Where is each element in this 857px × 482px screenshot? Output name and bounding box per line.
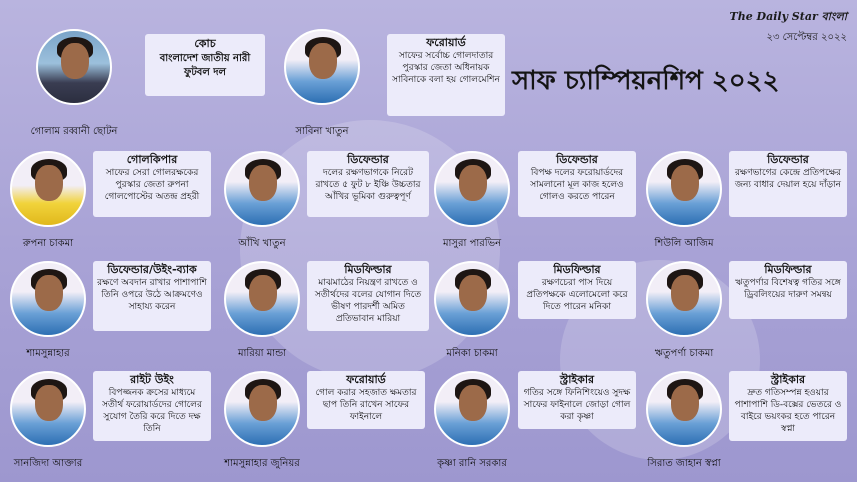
player-role: স্ট্রাইকার — [770, 373, 806, 386]
player-photo — [10, 261, 86, 337]
face-shape — [671, 165, 699, 201]
player-desc: দলের রক্ষণভাগকে নিরেট রাখতে ৫ ফুট ৮ ইঞ্চি উচ্চতার আঁখির ভূমিকা গুরুত্বপূর্ণ — [315, 168, 421, 202]
player-desc: সাফের সেরা গোলরক্ষকের পুরস্কার জেতা রুপনা গোলপোস্টের অতন্দ্র প্রহরী — [104, 168, 200, 202]
player-desc: বিপক্ষ দলের ফরোয়ার্ডদের সামলানো মূল কাজ হলেও গোলও করতে পারেন — [530, 168, 624, 202]
player-name: রুপনা চাকমা — [22, 238, 74, 249]
player-photo — [224, 261, 300, 337]
player-name: মাসুরা পারভিন — [442, 238, 502, 249]
coach-role: কোচ — [194, 37, 216, 50]
face-shape — [459, 165, 487, 201]
player-name: সাবিনা খাতুন — [295, 126, 349, 137]
coach-photo — [36, 29, 112, 105]
coach-name: গোলাম রব্বানী ছোটন — [30, 126, 118, 137]
player-card — [729, 371, 847, 441]
player-role: গোলকিপার — [126, 153, 178, 166]
player-card — [518, 261, 636, 319]
brand — [730, 8, 847, 47]
player-role: মিডফিল্ডার — [764, 263, 812, 276]
face-shape — [249, 385, 277, 421]
player-name: আঁখি খাতুন — [238, 238, 286, 249]
face-shape — [671, 385, 699, 421]
player-name: সানজিদা আক্তার — [13, 458, 83, 469]
player-card — [729, 151, 847, 217]
player-desc: রক্ষণভাগের কেন্দ্রে প্রতিপক্ষের জন্য বাধার দেয়াল হয়ে দাঁড়ান — [734, 168, 842, 190]
face-shape — [61, 43, 89, 79]
player-card — [729, 261, 847, 319]
player-desc: সাফের সর্বোচ্চ গোলদাতার পুরস্কার জেতা অধিনায়ক সাবিনাকে বলা হয় গোলমেশিন — [392, 51, 500, 85]
player-desc: রক্ষণে অবদান রাখার পাশাপাশি তিনি ওপরে উঠে আক্রমণেও সাহায্য করেন — [97, 278, 207, 312]
publish-date: ২৩ সেপ্টেম্বর ২০২২ — [766, 32, 847, 43]
player-name: কৃষ্ণা রানি সরকার — [437, 458, 507, 469]
player-role: ডিফেন্ডার — [347, 153, 389, 166]
player-card — [307, 261, 429, 331]
player-name: মারিয়া মান্ডা — [237, 348, 287, 359]
player-desc: মাঝমাঠের নিয়ন্ত্রণ রাখতে ও সতীর্থদের বলের যোগান দিতে ভীষণ পারদর্শী অমিত প্রতিভাবান মারিয়া — [314, 278, 422, 324]
player-card — [93, 261, 211, 331]
face-shape — [309, 43, 337, 79]
coach-desc: বাংলাদেশ জাতীয় নারী ফুটবল দল — [159, 53, 251, 78]
player-desc: বিপজ্জনক ক্রসের মাধ্যমে সতীর্থ ফরোয়ার্ডদের গোলের সুযোগ তৈরি করে দিতে দক্ষ তিনি — [102, 388, 202, 434]
player-role: ফরোয়ার্ড — [426, 36, 466, 49]
player-name: শামসুন্নাহার — [26, 348, 70, 359]
face-shape — [249, 275, 277, 311]
player-photo — [646, 371, 722, 447]
player-photo — [434, 151, 510, 227]
player-role: ডিফেন্ডার — [556, 153, 598, 166]
player-name: শামসুন্নাহার জুনিয়র — [224, 458, 300, 469]
player-card — [518, 371, 636, 429]
player-photo — [434, 371, 510, 447]
player-role: ফরোয়ার্ড — [346, 373, 386, 386]
player-role: ডিফেন্ডার — [767, 153, 809, 166]
page-title: সাফ চ্যাম্পিয়নশিপ ২০২২ — [512, 66, 780, 96]
player-role: রাইট উইং — [130, 373, 174, 386]
face-shape — [35, 165, 63, 201]
player-photo — [646, 151, 722, 227]
player-name: ঋতুপর্ণা চাকমা — [654, 348, 714, 359]
player-name: সিরাত জাহান স্বপ্না — [647, 458, 721, 469]
player-desc: রক্ষণচেরা পাস দিয়ে প্রতিপক্ষকে এলোমেলো করে দিতে পারেন মনিকা — [526, 278, 628, 312]
player-role: স্ট্রাইকার — [559, 373, 595, 386]
player-desc: দ্রুত গতিসম্পন্ন হওয়ার পাশাপাশি ডি-বক্সের ভেতরে ও বাইরে ভয়ংকর হতে পারেন স্বপ্না — [734, 388, 842, 434]
player-name: শিউলি আজিম — [654, 238, 714, 249]
player-card — [387, 34, 505, 116]
player-card — [93, 371, 211, 441]
player-photo — [224, 151, 300, 227]
player-desc: গতির সঙ্গে ফিনিশিংয়েও সুদক্ষ সাফের ফাইনালে জোড়া গোল করা কৃষ্ণা — [523, 388, 631, 422]
player-photo — [224, 371, 300, 447]
player-desc: গোল করার সহজাত ক্ষমতার ছাপ তিনি রাখেন সাফের ফাইনালে — [315, 388, 417, 422]
brand-logo: The Daily Star বাংলা — [729, 10, 847, 23]
face-shape — [35, 385, 63, 421]
player-photo — [434, 261, 510, 337]
player-role: ডিফেন্ডার/উইং-ব্যাক — [107, 263, 197, 276]
face-shape — [35, 275, 63, 311]
coach-card — [145, 34, 265, 96]
player-photo — [646, 261, 722, 337]
player-photo — [284, 29, 360, 105]
player-desc: ঋতুপর্ণার বিশেষত্ব গতির সঙ্গে ড্রিবলিংয়ের দারুণ সমন্বয় — [735, 278, 841, 300]
player-role: মিডফিল্ডার — [344, 263, 392, 276]
player-role: মিডফিল্ডার — [553, 263, 601, 276]
face-shape — [249, 165, 277, 201]
face-shape — [459, 275, 487, 311]
player-name: মনিকা চাকমা — [446, 348, 498, 359]
player-card — [307, 151, 429, 217]
player-photo — [10, 151, 86, 227]
face-shape — [671, 275, 699, 311]
player-card — [518, 151, 636, 217]
player-card — [307, 371, 425, 429]
player-card — [93, 151, 211, 217]
face-shape — [459, 385, 487, 421]
player-photo — [10, 371, 86, 447]
